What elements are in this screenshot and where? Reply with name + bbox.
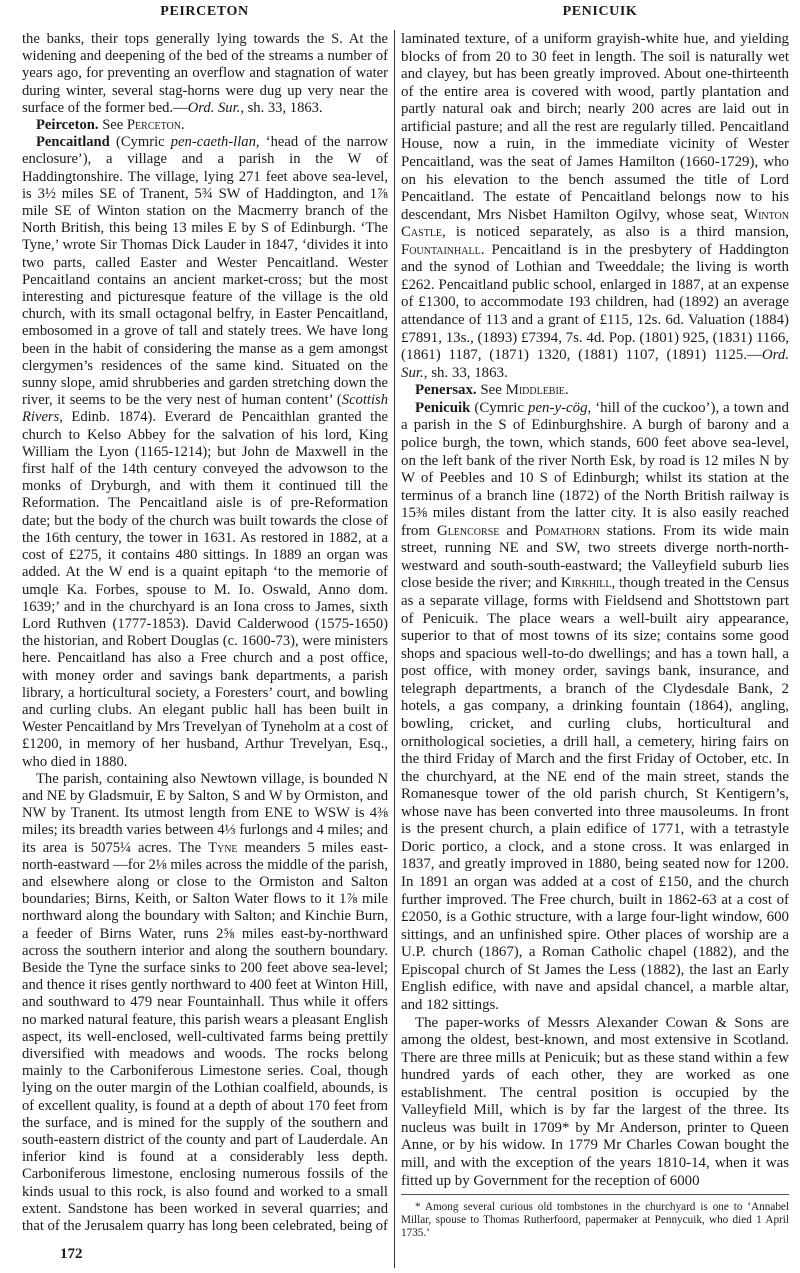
- entry-pencaitland: Pencaitland (Cymric pen-caeth-llan, ‘head of the narrow enclosure’), a village and a parish in the W of Haddingtonshire. The village, lying 271 feet above sea-level, is 3½ miles SE of Tranent, 5¾ SW of Haddington, and 1⅞ mile SE of Winton station on the Macmerry branch of the North British, this being 13 miles E by S of Edinburgh. ‘The Tyne,’ wrote Sir Thomas Dick Lauder in 1847, ‘divides it into two parts, called Easter and Wester Pencaitland. Wester Pencaitland contains an ancient market-cross; but the most interesting and picturesque feature of the village is the old church, with its small octagonal belfry, in Easter Pencaitland, embosomed in a grove of tall and stately trees. We have long been in the habit of considering the manse as a gem amongst clergymen’s residences of the same kind. Situated on the sunny slope, amid shrubberies and garden stretching down the river, it seems to be the very nest of human content’ (Scottish Rivers, Edinb. 1874). Everard de Pencaithlan granted the church to Kelso Abbey for the salvation of his lord, King William the Lyon (1165-1214); but John de Maxwell in the first half of the 14th century conveyed the advowson to the monks of Dryburgh, and with them it continued till the Reformation. The Pencaitland aisle is of pre-Reformation date; but the body of the church was built towards the close of the 16th century, the tower in 1631. As restored in 1882, at a cost of £275, it contains 480 sittings. In 1889 an organ was added. At the W end is a quaint epitaph ‘to the memorie of umqle Ka. Forbes, spouse to M. Io. Oswald, Anno dom. 1639;’ and in the churchyard is an Iona cross to James, sixth Lord Ruthven (1777-1853). David Calderwood (1575-1650) the historian, and Robert Douglas (c. 1600-73), were ministers here. Pencaitland has also a Free church and a post office, with money order and savings bank departments, a parish library, a horticultural society, a Foresters’ court, and bowling and curling clubs. An elegant public hall has been built in Wester Pencaitland by Mrs Trevelyan of Tyneholm at a cost of £1200, in memory of her husband, Arthur Trevelyan, Esq., who died in 1880.: [22, 134, 388, 770]
- page-number: 172: [60, 1246, 83, 1262]
- ord-sur-ref: Ord. Sur.: [401, 347, 789, 381]
- cross-ref-middlebie: Middlebie.: [505, 382, 569, 399]
- cross-ref-fountainhall: Fountainhall.: [401, 241, 485, 258]
- footnote-rule: [401, 1194, 789, 1195]
- paragraph-pencaitland-continued: laminated texture, of a uniform grayish-white hue, and yielding blocks of from 20 to 30 feet in length. The soil is naturally wet and clayey, but has been greatly improved. About one-thirteenth of the entire area is covered with wood, partly plantation and partly natural oak and birch; nearly 200 acres are laid out in artificial pasture; and all the rest are regularly tilled. Pencaitland House, now a ruin, in the immediate vicinity of Wester Pencaitland, was the seat of James Hamilton (1660-1729), who on his elevation to the bench assumed the title of Lord Pencaitland. The estate of Pencaitland belongs now to his descendant, Mrs Nisbet Hamilton Ogilvy, whose seat, Winton Castle, is noticed separately, as also is a third mansion, Fountainhall. Pencaitland is in the presbytery of Haddington and the synod of Lothian and Tweeddale; the living is worth £262. Pencaitland public school, enlarged in 1887, at an expense of £1300, to accommodate 193 children, had (1892) an average attendance of 113 and a grant of £115, 12s. 6d. Valuation (1884) £7891, 13s., (1893) £7394, 7s. 4d. Pop. (1801) 925, (1831) 1166, (1861) 1187, (1871) 1320, (1881) 1107, (1891) 1125.—Ord. Sur., sh. 33, 1863.: [401, 31, 789, 381]
- ord-sur-ref: Ord. Sur.: [187, 99, 241, 116]
- source-scottish-rivers: Scottish Rivers: [22, 392, 388, 426]
- footnote: * Among several curious old tombstones in the churchyard is one to ‘Annabel Millar, spouse to Thomas Rutherfoord, papermaker at Pennycuik, who died 1 April 1735.’: [401, 1201, 789, 1239]
- running-head-left: PEIRCETON: [160, 4, 249, 19]
- cymric-etymology: pen-caeth-llan: [170, 134, 256, 151]
- left-column: [22, 31, 388, 1235]
- entry-peirceton: Peirceton. See Perceton.: [36, 117, 185, 134]
- running-head-right: PENICUIK: [562, 4, 638, 19]
- entry-penersax: Penersax. See Middlebie.: [415, 382, 569, 399]
- column-rule: [394, 30, 395, 1268]
- headword-penicuik: Penicuik: [415, 399, 471, 416]
- cross-ref-glencorse: Glencorse: [436, 522, 500, 539]
- paragraph-paper-works: The paper-works of Messrs Alexander Cowan & Sons are among the oldest, best-known, and most extensive in Scotland. There are three mills at Penicuik; but as these stand within a few hundred yards of each other, they are worked as one establishment. The central position is occupied by the Valleyfield Mill, which is by far the largest of the three. Its nucleus was built in 1709* by Mr Anderson, printer to Queen Anne, or by his widow. In 1779 Mr Charles Cowan bought the mill, and with the exception of the years 1810-14, when it was fitted up by Government for the reception of 6000: [401, 1014, 789, 1189]
- cross-ref-perceton: Perceton.: [126, 117, 185, 134]
- headword-pencaitland: Pencaitland: [36, 134, 110, 151]
- cross-ref-pomathorn: Pomathorn: [534, 522, 600, 539]
- paragraph-stag-horns: the banks, their tops generally lying towards the S. At the widening and deepening of the bed of the streams a number of years ago, for preventing an overflow and stagnation of water during winter, several stag-horns were dug up very near the surface of the former bed.—Ord. Sur., sh. 33, 1863.: [22, 31, 388, 116]
- river-tyne: Tyne: [208, 839, 238, 856]
- headword-penersax: Penersax.: [415, 382, 477, 399]
- cymric-etymology: pen-y-cög: [528, 399, 588, 416]
- cross-ref-kirkhill: Kirkhill: [560, 575, 612, 592]
- right-column: [401, 31, 789, 1240]
- cross-ref-winton-castle: Winton Castle: [401, 206, 789, 241]
- entry-penicuik: Penicuik (Cymric pen-y-cög, ‘hill of the cuckoo’), a town and a parish in the S of Edinburghshire. A burgh of barony and a police burgh, the town, which stands, 600 feet above sea-level, on the left bank of the river North Esk, by road is 12 miles N by W of Peebles and 10 S of Edinburgh; whilst its station at the terminus of a branch line (1872) of the North British railway is 15⅜ miles distant from the latter city. It is also easily reached from Glencorse and Pomathorn stations. From its wide main street, running NE and SW, two streets diverge north-north-westward and south-south-eastward; the Valleyfield suburb lies close beside the river; and Kirkhill, though treated in the Census as a separate village, forms with Fieldsend and Shottstown part of Penicuik. The place wears a well-built airy appearance, superior to that of most towns of its size; contains some good shops and spacious well-to-do dwellings; and has a town hall, a post office, with money order, savings bank, insurance, and telegraph departments, a branch of the Clydesdale Bank, 2 hotels, a gas company, a drinking fountain (1864), angling, bowling, cricket, and curling clubs, horticultural and ornithological societies, a drill hall, a cemetery, hiring fairs on the third Friday of March and the first Friday of October, etc. In the churchyard, at the NE end of the main street, stands the Romanesque tower of the old parish church, St Kentigern’s, whose nave has been converted into three mausoleums. In front is the present church, a plain edifice of 1771, with a tetrastyle Doric portico, a clock, and a stone cross. It was enlarged in 1837, and greatly improved in 1880, being seated now for 1200. In 1891 an organ was added at a cost of £150, and the church further improved. The Free church, built in 1862-63 at a cost of £2050, is a Gothic structure, with a large four-light window, 600 sittings, and an unfinished spire. Other places of worship are a U.P. church (1867), a Roman Catholic chapel (1882), and the Episcopal church of St James the Less (1882), the last an Early English edifice, with nave and apsidal chancel, a marble altar, and 182 sittings.: [401, 399, 789, 1013]
- paragraph-parish: The parish, containing also Newtown village, is bounded N and NE by Gladsmuir, E by Salton, S and W by Ormiston, and NW by Tranent. Its utmost length from ENE to WSW is 4⅜ miles; its breadth varies between 4⅓ furlongs and 4 miles; and its area is 5075¼ acres. The Tyne meanders 5 miles east-north-eastward —for 2⅛ miles across the middle of the parish, and elsewhere along or close to the Ormiston and Salton boundaries; Birns, Keith, or Salton Water flows to it 1⅞ mile northward along the boundary with Salton; and Kinchie Burn, a feeder of Birns Water, runs 2⅝ miles east-by-northward across the southern interior and along the southern boundary. Beside the Tyne the surface sinks to 200 feet above sea-level; and thence it rises gently northward to 400 feet at Winton Hill, and southward to 479 near Fountainhall. Thus while it offers no marked natural feature, this parish wears a pleasant English aspect, its well-enclosed, well-cultivated farms being prettily diversified with meadows and woods. The rocks belong mainly to the Carboniferous Limestone series. Coal, though lying on the outer margin of the Lothian coalfield, abounds, is of excellent quality, is found at a depth of about 170 feet from the surface, and is mined for the supply of the southern and south-eastern district of the county and part of Lauderdale. An inferior kind is found at a considerably less depth. Carboniferous limestone, enclosing numerous fossils of the kinds usual to this rock, is also found and worked to a small extent. Sandstone has been worked in several quarries; and that of the Jerusalem quarry has long been celebrated, being of: [22, 770, 388, 1235]
- headword-peirceton: Peirceton.: [36, 117, 99, 134]
